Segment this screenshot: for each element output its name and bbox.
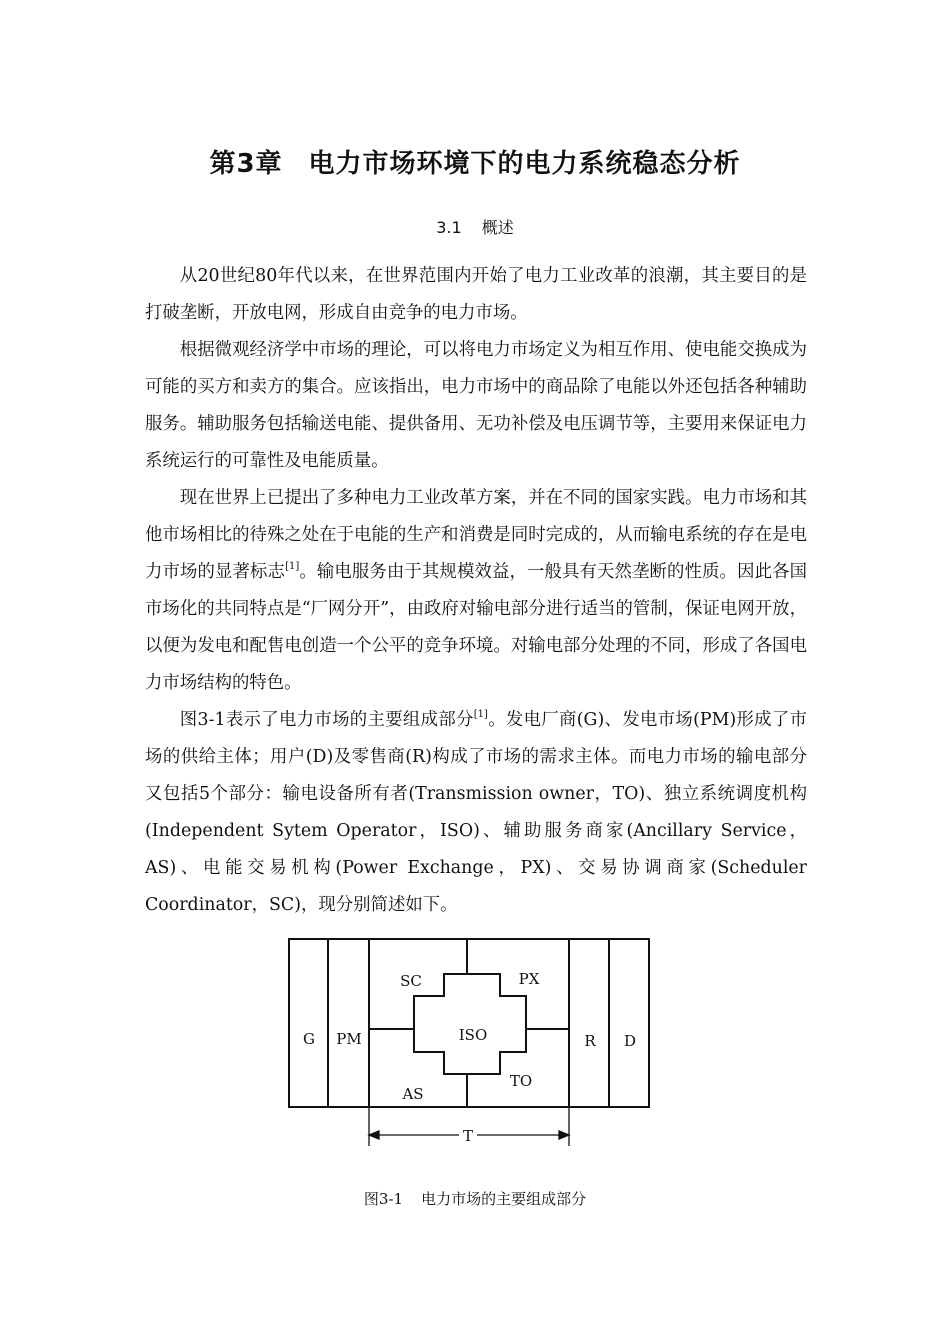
caption-text: 电力市场的主要组成部分 — [421, 1190, 587, 1208]
t-arrow-left — [369, 1131, 379, 1139]
section-number: 3.1 — [436, 218, 462, 237]
label-sc: SC — [400, 972, 422, 990]
label-t: T — [462, 1127, 474, 1145]
outer-frame — [289, 939, 649, 1107]
citation-ref: [1] — [473, 709, 488, 720]
paragraph-2: 根据微观经济学中市场的理论，可以将电力市场定义为相互作用、使电能交换成为可能的买方和卖方的集合。应该指出，电力市场中的商品除了电能以外还包括各种辅助服务。辅助服务包括输送电能、提供备用、无功补偿及电压调节等，主要用来保证电力系统运行的可靠性及电能质量。 — [145, 340, 807, 471]
paragraph-4-text-a: 图3-1表示了电力市场的主要组成部分 — [179, 710, 474, 730]
chapter-title — [0, 144, 950, 184]
paragraph-3-text-a: 现在世界上已提出了多种电力工业改革方案，并在不同的国家实践。电力市场和其他市场相比的待殊之处在于电能的生产和消费是同时完成的，从而输电系统的存在是电力市场的显著标志 — [145, 488, 807, 582]
figure-caption — [0, 1186, 950, 1212]
label-d: D — [623, 1032, 637, 1050]
chapter-number: 第3章 — [209, 149, 283, 179]
paragraph-4 — [145, 702, 807, 924]
paragraph-4-text-b: 。发电厂商(G)、发电市场(PM)形成了市场的供给主体；用户(D)及零售商(R)构成了市场的需求主体。而电力市场的输电部分又包括5个部分：输电设备所有者(Transmission owner，TO)、独立系统调度机构(Independent Sytem Operator，ISO)、辅助服务商家(Ancillary Service，AS)、电能交易机构(Power Exchange，PX)、交易协调商家(Scheduler Coordinator，SC)，现分别简述如下。 — [145, 710, 807, 915]
paragraph-1: 从20世纪80年代以来，在世界范围内开始了电力工业改革的浪潮，其主要目的是打破垄断，开放电网，形成自由竞争的电力市场。 — [145, 266, 807, 323]
t-arrow-right — [559, 1131, 569, 1139]
market-structure-figure — [283, 934, 655, 1152]
label-g: G — [303, 1030, 315, 1048]
paragraph-3 — [145, 480, 807, 702]
iso-cross — [414, 974, 526, 1074]
label-pm: PM — [336, 1030, 362, 1048]
chapter-title-text: 电力市场环境下的电力系统稳态分析 — [308, 149, 741, 179]
label-iso: ISO — [458, 1026, 488, 1044]
market-structure-diagram — [283, 934, 655, 1152]
citation-ref: [1] — [285, 561, 300, 572]
label-as: AS — [402, 1085, 424, 1103]
section-title-text: 概述 — [481, 218, 514, 237]
body-text — [145, 258, 807, 924]
label-px: PX — [518, 970, 540, 988]
section-title — [0, 214, 950, 242]
caption-number: 图3-1 — [363, 1190, 404, 1208]
label-r: R — [584, 1032, 596, 1050]
paragraph-3-text-b: 。输电服务由于其规模效益，一般具有天然垄断的性质。因此各国市场化的共同特点是“厂网分开”，由政府对输电部分进行适当的管制，保证电网开放，以便为发电和配售电创造一个公平的竞争环境。对输电部分处理的不同，形成了各国电力市场结构的特色。 — [145, 562, 807, 693]
label-to: TO — [509, 1072, 533, 1090]
